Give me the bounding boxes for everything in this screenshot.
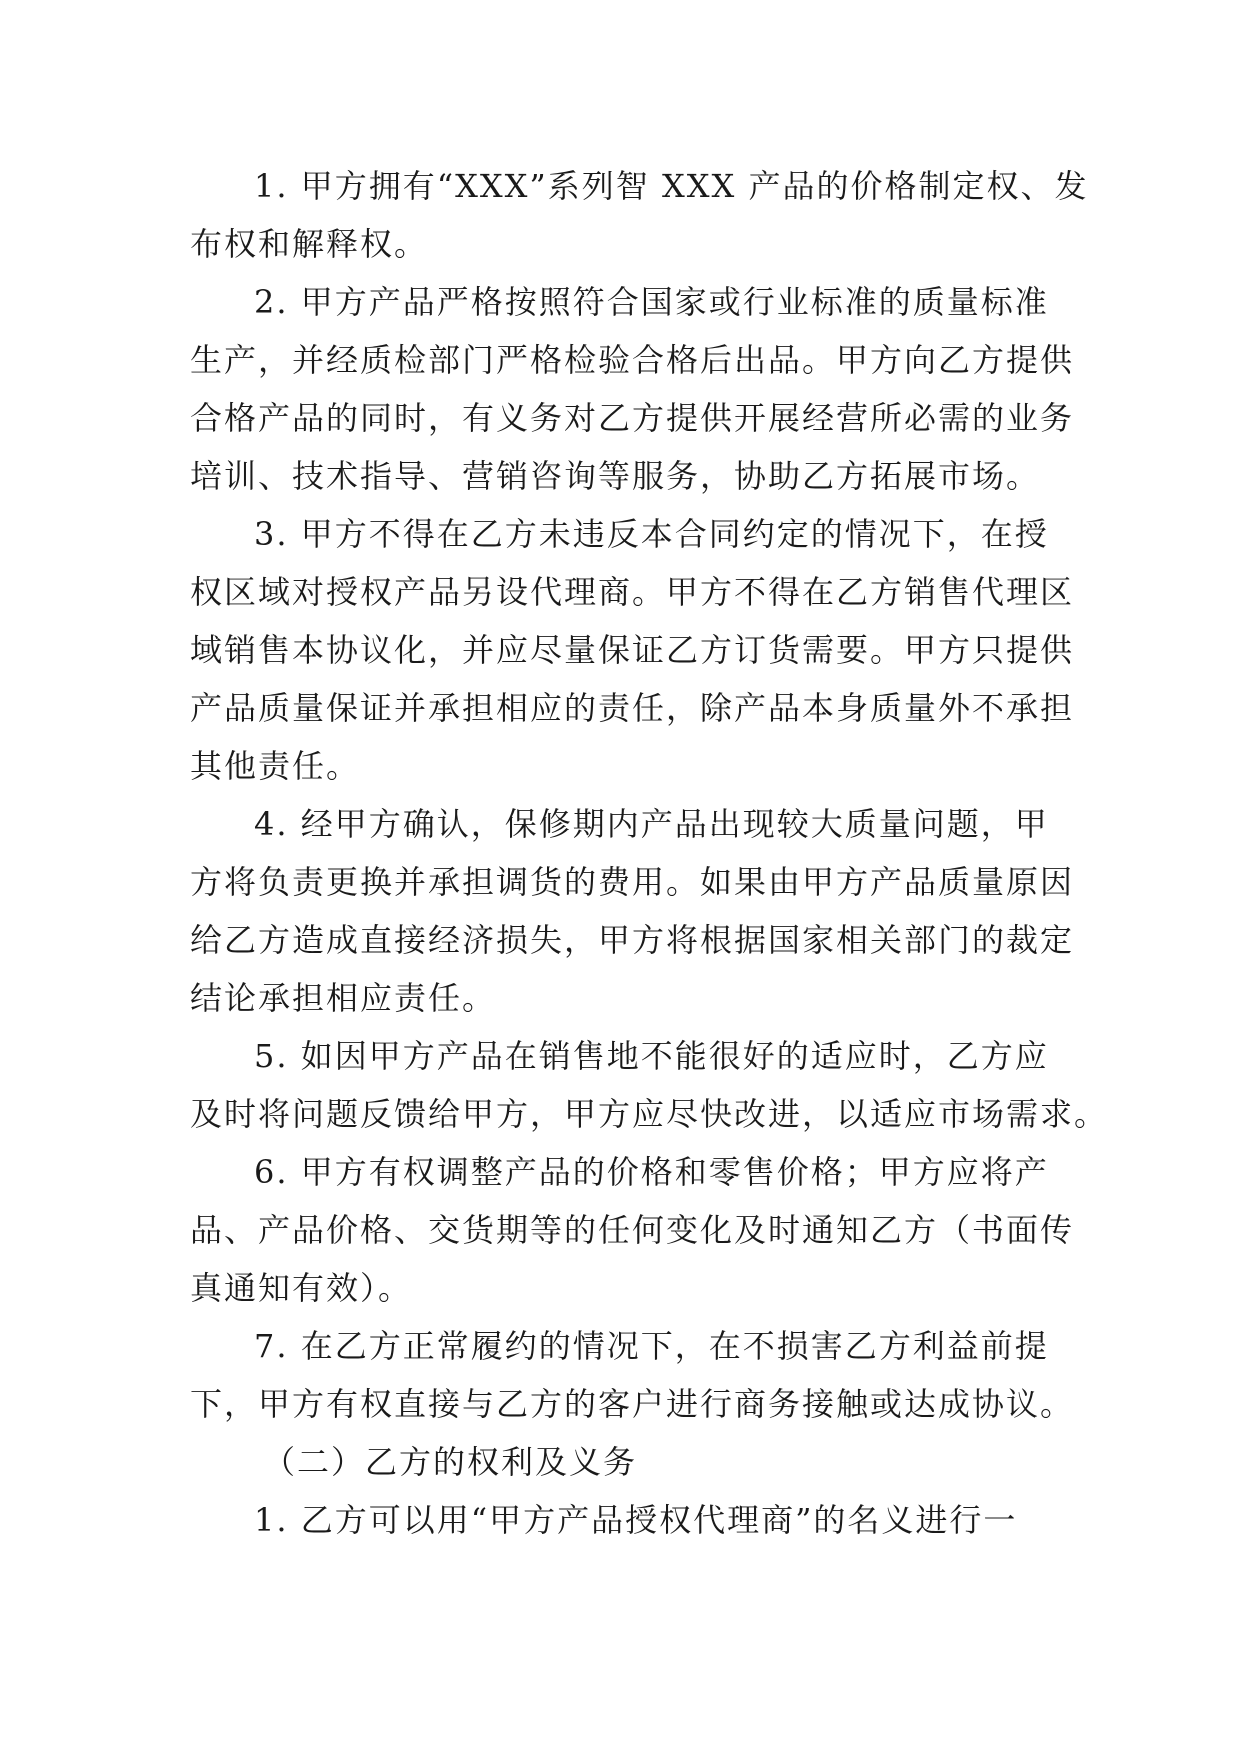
clause-1-line-1: 1. 甲方拥有“XXX”系列智 XXX 产品的价格制定权、发 xyxy=(254,167,1089,205)
clause-2-line-1: 2. 甲方产品严格按照符合国家或行业标准的质量标准 xyxy=(254,283,1049,321)
clause-4-line-1: 4. 经甲方确认，保修期内产品出现较大质量问题，甲 xyxy=(254,805,1049,843)
party-b-clause-1-line-1: 1. 乙方可以用“甲方产品授权代理商”的名义进行一 xyxy=(254,1501,1018,1539)
clause-2-line-2: 生产，并经质检部门严格检验合格后出品。甲方向乙方提供 xyxy=(190,341,1075,379)
clause-4-line-3: 给乙方造成直接经济损失，甲方将根据国家相关部门的裁定 xyxy=(190,921,1075,959)
clause-3-line-2: 权区域对授权产品另设代理商。甲方不得在乙方销售代理区 xyxy=(190,573,1075,611)
clause-5-line-2: 及时将问题反馈给甲方，甲方应尽快改进，以适应市场需求。 xyxy=(190,1095,1109,1133)
clause-1-line-2: 布权和解释权。 xyxy=(190,225,429,263)
clause-6-line-2: 品、产品价格、交货期等的任何变化及时通知乙方（书面传 xyxy=(190,1211,1075,1249)
clause-3-line-5: 其他责任。 xyxy=(190,747,361,785)
clause-7-line-2: 下，甲方有权直接与乙方的客户进行商务接触或达成协议。 xyxy=(190,1385,1075,1423)
clause-5-line-1: 5. 如因甲方产品在销售地不能很好的适应时，乙方应 xyxy=(254,1037,1049,1075)
section-heading: （二）乙方的权利及义务 xyxy=(263,1443,638,1481)
clause-6-line-1: 6. 甲方有权调整产品的价格和零售价格；甲方应将产 xyxy=(254,1153,1049,1191)
clause-3-line-4: 产品质量保证并承担相应的责任，除产品本身质量外不承担 xyxy=(190,689,1075,727)
clause-2-line-3: 合格产品的同时，有义务对乙方提供开展经营所必需的业务 xyxy=(190,399,1075,437)
clause-6-line-3: 真通知有效）。 xyxy=(190,1269,413,1307)
clause-2-line-4: 培训、技术指导、营销咨询等服务，协助乙方拓展市场。 xyxy=(190,457,1041,495)
clause-3-line-3: 域销售本协议化，并应尽量保证乙方订货需要。甲方只提供 xyxy=(190,631,1075,669)
clause-7-line-1: 7. 在乙方正常履约的情况下，在不损害乙方利益前提 xyxy=(254,1327,1049,1365)
clause-3-line-1: 3. 甲方不得在乙方未违反本合同约定的情况下，在授 xyxy=(254,515,1049,553)
clause-4-line-4: 结论承担相应责任。 xyxy=(190,979,497,1017)
clause-4-line-2: 方将负责更换并承担调货的费用。如果由甲方产品质量原因 xyxy=(190,863,1075,901)
